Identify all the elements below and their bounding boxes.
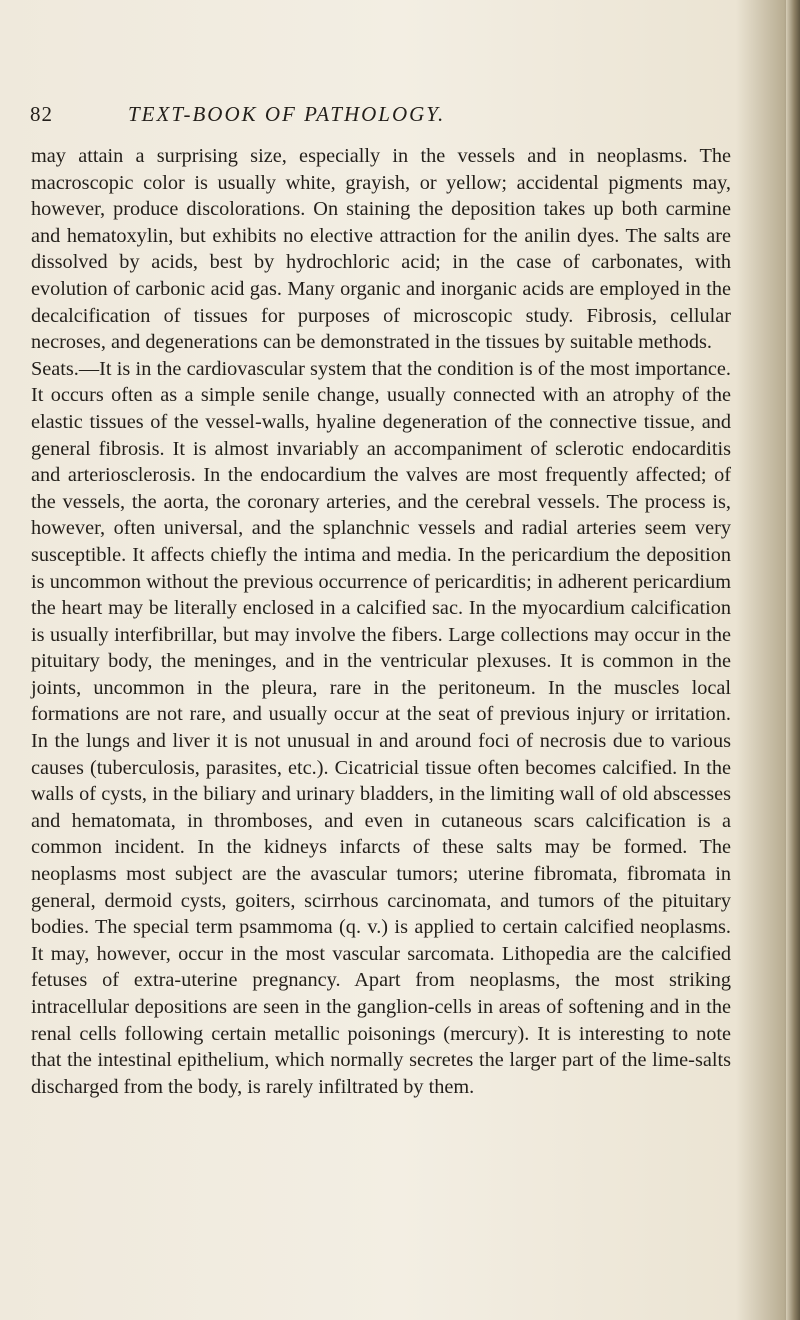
paragraph-seats-text: —It is in the cardiovascular system that the condition is of the most importance. It occurs often as a simple senile change, usually connected with an atrophy of the elastic tissues of the vessel-walls, hyaline degeneration of the connective tissue, and general fibrosis. It is almost invariably an accompaniment of sclerotic endocarditis and arteriosclerosis. In the endocardium the valves are most frequently affected; of the vessels, the aorta, the coronary arteries, and the cerebral vessels. The process is, however, often universal, and the splanchnic vessels and radial arteries seem very susceptible. It affects chiefly the intima and media. In the pericardium the deposition is uncommon without the previous occurrence of pericarditis; in adherent pericardium the heart may be literally enclosed in a calcified sac. In the myocardium calcification is usually interfibrillar, but may involve the fibers. Large collections may occur in the pituitary body, the meninges, and in the ventricular plexuses. It is common in the joints, uncommon in the pleura, rare in the peritoneum. In the muscles local formations are not rare, and usually occur at the seat of previous injury or irritation. In the lungs and liver it is not unusual in and around foci of necrosis due to various causes (tuberculosis, parasites, etc.). Cicatricial tissue often becomes calcified. In the walls of cysts, in the biliary and urinary bladders, in the limiting wall of old abscesses and hematomata, in thromboses, and even in cutaneous scars calcification is a common incident. In the kidneys infarcts of these salts may be formed. The neoplasms most subject are the avascular tumors; uterine fibromata, fibromata in general, dermoid cysts, goiters, scirrhous carcinomata, and tumors of the pituitary bodies. The special term psammoma (q. v.) is applied to certain calcified neoplasms. It may, however, occur in the most vascular sarcomata. Lithopedia are the calcified fetuses of extra-uterine pregnancy. Apart from neoplasms, the most striking intracellular depositions are seen in the ganglion-cells in areas of softening and in the renal cells following certain metallic poisonings (mercury). It is interesting to note that the intestinal epithelium, which normally secretes the larger part of the lime-salts discharged from the body, is rarely infiltrated by them.	[31, 357, 731, 1098]
page-edge-shadow	[786, 0, 800, 1320]
running-head: TEXT-BOOK OF PATHOLOGY.	[128, 102, 446, 126]
paragraph-seats	[31, 356, 731, 1101]
body-text	[31, 143, 731, 1100]
paragraph-calcification-properties: may attain a surprising size, especially in the vessels and in neoplasms. The macroscopic color is usually white, grayish, or yellow; accidental pigments may, however, produce discolorations. On staining the deposition takes up both carmine and hematoxylin, but exhibits no elective attraction for the anilin dyes. The salts are dissolved by acids, best by hydrochloric acid; in the case of carbonates, with evolution of carbonic acid gas. Many organic and inorganic acids are employed in the decalcification of tissues for purposes of microscopic study. Fibrosis, cellular necroses, and degenerations can be demonstrated in the tissues by suitable methods.	[31, 145, 731, 354]
section-heading-seats: Seats.	[31, 357, 79, 380]
page-number: 82	[30, 102, 53, 126]
page-header	[30, 102, 750, 132]
